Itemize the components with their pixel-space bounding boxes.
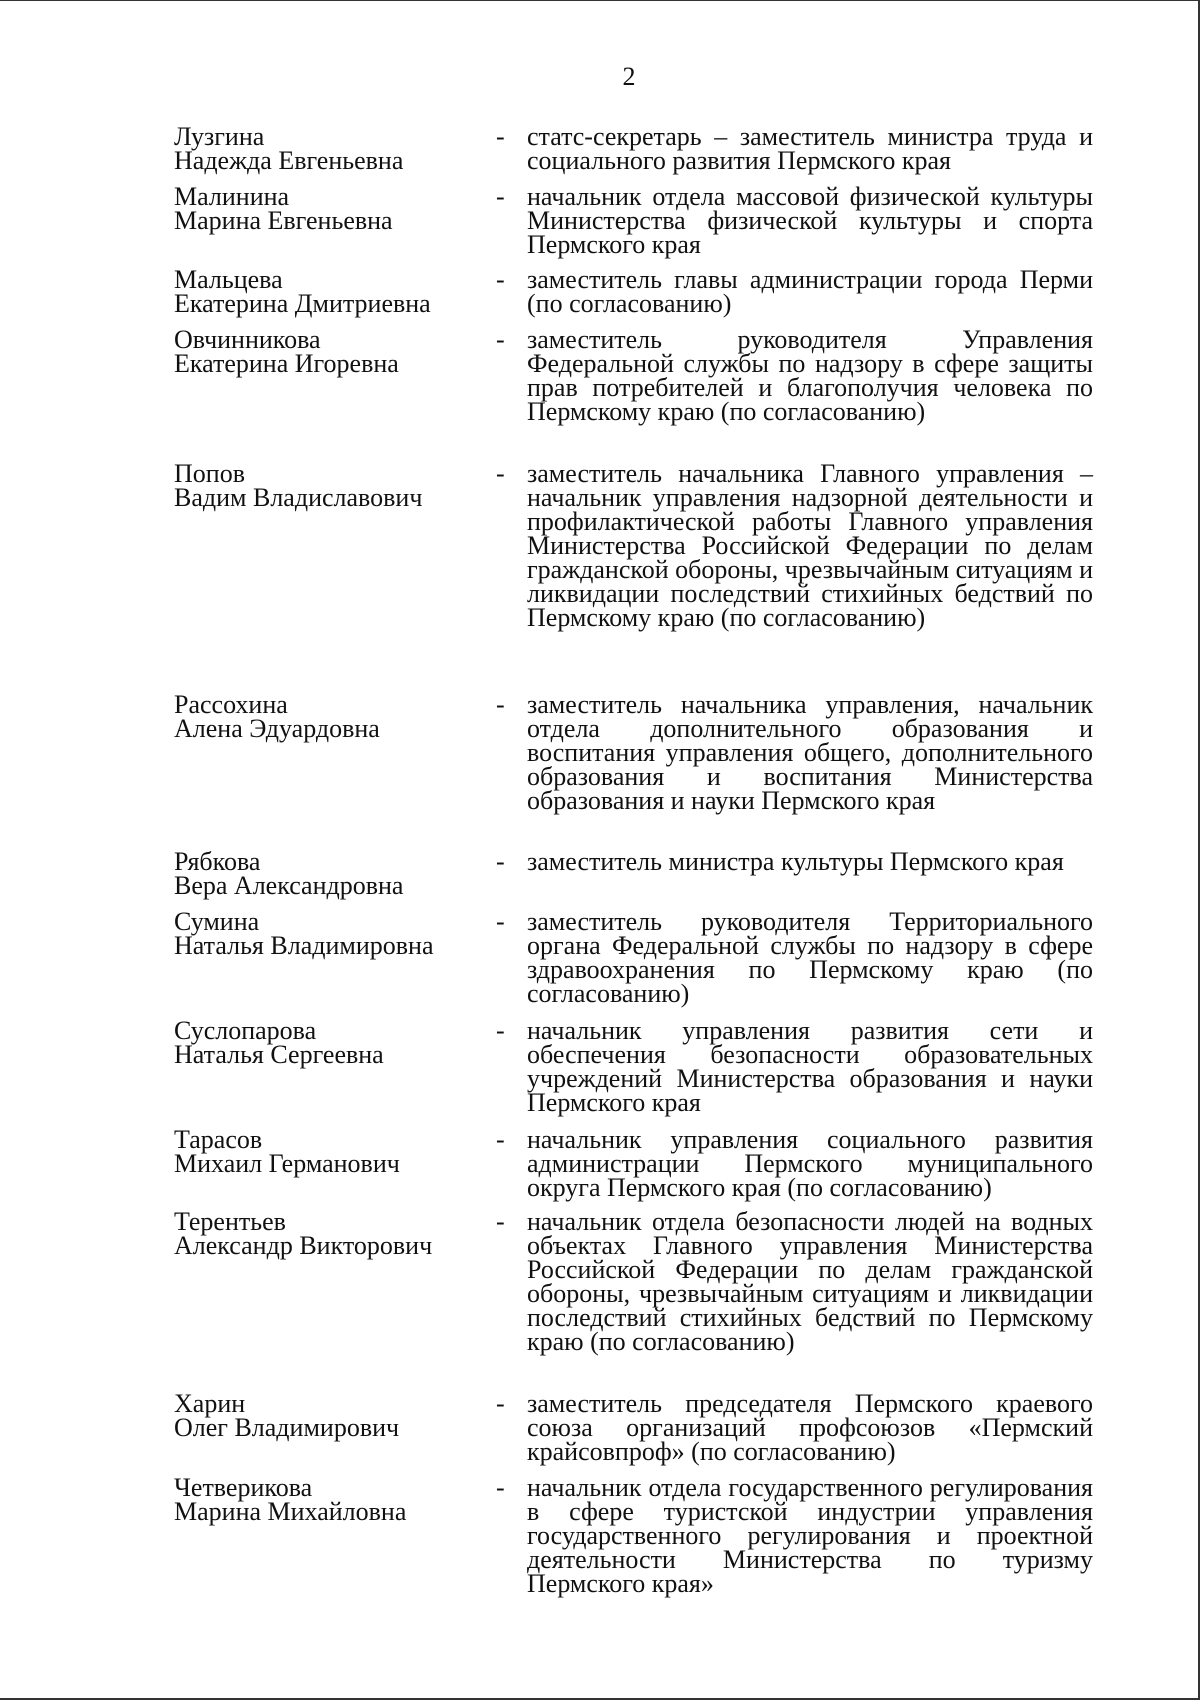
- member-surname: Терентьев: [174, 1207, 286, 1236]
- page-number: 2: [622, 62, 636, 91]
- separator-dash: -: [496, 325, 505, 354]
- member-given-name: Наталья Сергеевна: [174, 1040, 384, 1069]
- member-given-name: Вера Александровна: [174, 871, 404, 900]
- member-given-name: Наталья Владимировна: [174, 931, 434, 960]
- member-name: [174, 1389, 474, 1442]
- member-name: [174, 182, 474, 235]
- member-name: [174, 1207, 474, 1260]
- separator-dash: -: [496, 847, 505, 876]
- member-role: заместитель начальника управления, начальник отдела дополнительного образования и воспитания управления общего, дополнительного образования и воспитания Министерства образования и науки Пермского края: [527, 690, 1093, 815]
- member-role: начальник управления социального развития администрации Пермского муниципального округа Пермского края (по согласованию): [527, 1125, 1093, 1202]
- member-role: начальник управления развития сети и обеспечения безопасности образовательных учреждений Министерства образования и науки Пермского края: [527, 1016, 1093, 1117]
- member-name: [174, 325, 474, 378]
- member-role: заместитель главы администрации города Перми (по согласованию): [527, 265, 1093, 318]
- page-border-top: [0, 0, 1200, 1]
- member-surname: Попов: [174, 459, 245, 488]
- member-given-name: Екатерина Игоревна: [174, 349, 399, 378]
- member-surname: Суслопарова: [174, 1016, 317, 1045]
- member-name: [174, 122, 474, 175]
- member-role: начальник отдела безопасности людей на водных объектах Главного управления Министерства Российской Федерации по делам гражданской обороны, чрезвычайным ситуациям и ликвидации последствий стихийных бедствий по Пермскому краю (по согласованию): [527, 1207, 1093, 1356]
- member-given-name: Александр Викторович: [174, 1231, 433, 1260]
- member-name: [174, 690, 474, 743]
- separator-dash: -: [496, 1016, 505, 1045]
- member-surname: Четверикова: [174, 1473, 313, 1502]
- member-given-name: Алена Эдуардовна: [174, 714, 380, 743]
- separator-dash: -: [496, 459, 505, 488]
- member-name: [174, 1125, 474, 1178]
- separator-dash: -: [496, 1125, 505, 1154]
- member-given-name: Марина Михайловна: [174, 1497, 407, 1526]
- member-given-name: Вадим Владиславович: [174, 483, 423, 512]
- separator-dash: -: [496, 907, 505, 936]
- member-role: заместитель руководителя Территориального органа Федеральной службы по надзору в сфере здравоохранения по Пермскому краю (по согласованию): [527, 907, 1093, 1008]
- member-name: [174, 1473, 474, 1526]
- separator-dash: -: [496, 1389, 505, 1418]
- member-role: начальник отдела государственного регулирования в сфере туристской индустрии управления государственного регулирования и проектной деятельности Министерства по туризму Пермского края»: [527, 1473, 1093, 1598]
- separator-dash: -: [496, 122, 505, 151]
- member-name: [174, 1016, 474, 1069]
- separator-dash: -: [496, 1207, 505, 1236]
- member-name: [174, 847, 474, 900]
- member-surname: Рябкова: [174, 847, 261, 876]
- separator-dash: -: [496, 182, 505, 211]
- separator-dash: -: [496, 265, 505, 294]
- separator-dash: -: [496, 690, 505, 719]
- member-given-name: Михаил Германович: [174, 1149, 400, 1178]
- member-surname: Сумина: [174, 907, 260, 936]
- member-name: [174, 907, 474, 960]
- member-role: начальник отдела массовой физической культуры Министерства физической культуры и спорта Пермского края: [527, 182, 1093, 259]
- member-surname: Лузгина: [174, 122, 265, 151]
- member-name: [174, 265, 474, 318]
- member-surname: Малинина: [174, 182, 290, 211]
- member-surname: Харин: [174, 1389, 246, 1418]
- member-given-name: Екатерина Дмитриевна: [174, 289, 431, 318]
- member-role: заместитель министра культуры Пермского края: [527, 847, 1064, 876]
- separator-dash: -: [496, 1473, 505, 1502]
- member-role: заместитель председателя Пермского краевого союза организаций профсоюзов «Пермский крайсовпроф» (по согласованию): [527, 1389, 1093, 1466]
- member-role: статс-секретарь – заместитель министра труда и социального развития Пермского края: [527, 122, 1093, 175]
- member-given-name: Олег Владимирович: [174, 1413, 400, 1442]
- member-surname: Рассохина: [174, 690, 288, 719]
- member-role: заместитель руководителя Управления Федеральной службы по надзору в сфере защиты прав потребителей и благополучия человека по Пермскому краю (по согласованию): [527, 325, 1093, 426]
- member-surname: Овчинникова: [174, 325, 321, 354]
- member-surname: Мальцева: [174, 265, 283, 294]
- member-name: [174, 459, 474, 512]
- member-surname: Тарасов: [174, 1125, 263, 1154]
- member-given-name: Надежда Евгеньевна: [174, 146, 404, 175]
- member-given-name: Марина Евгеньевна: [174, 206, 393, 235]
- member-role: заместитель начальника Главного управления – начальник управления надзорной деятельности и профилактической работы Главного управления Министерства Российской Федерации по делам гражданской обороны, чрезвычайным ситуациям и ликвидации последствий стихийных бедствий по Пермскому краю (по согласованию): [527, 459, 1093, 632]
